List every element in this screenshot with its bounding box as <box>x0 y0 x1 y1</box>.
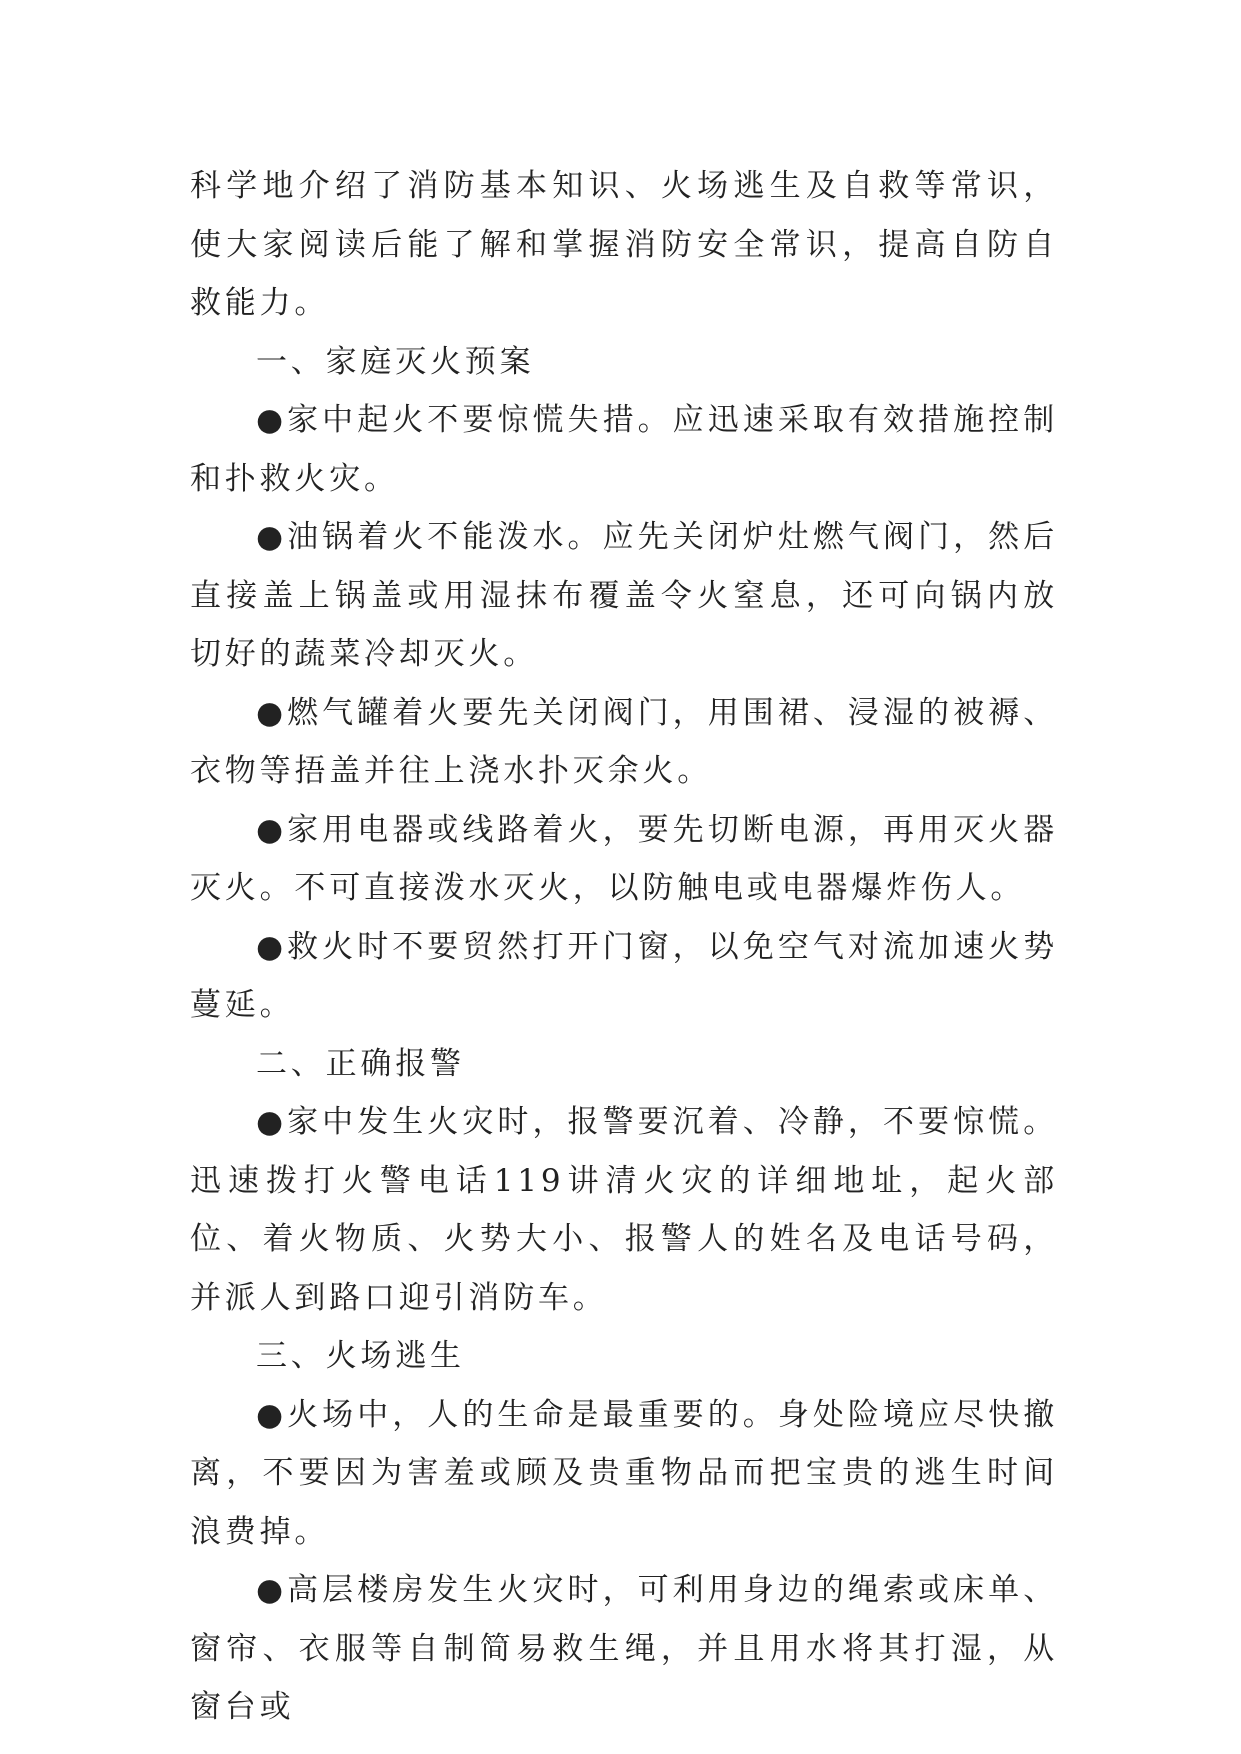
bullet-paragraph: ●高层楼房发生火灾时，可利用身边的绳索或床单、窗帘、衣服等自制简易救生绳，并且用水将其打湿，从窗台或 <box>190 1572 1058 1725</box>
bullet-paragraph: ●救火时不要贸然打开门窗，以免空气对流加速火势蔓延。 <box>190 928 1058 1023</box>
section-heading-correct-alarm: 二、正确报警 <box>256 1045 465 1082</box>
bullet-paragraph: ●家中起火不要惊慌失措。应迅速采取有效措施控制和扑救火灾。 <box>190 402 1058 497</box>
document-body <box>190 157 1058 1737</box>
bullet-paragraph: ●家中发生火灾时，报警要沉着、冷静，不要惊慌。迅速拨打火警电话119讲清火灾的详细地址，起火部位、着火物质、火势大小、报警人的姓名及电话号码，并派人到路口迎引消防车。 <box>190 1104 1058 1316</box>
section-heading-fire-escape: 三、火场逃生 <box>256 1338 465 1374</box>
paragraph-intro: 科学地介绍了消防基本知识、火场逃生及自救等常识，使大家阅读后能了解和掌握消防安全常识，提高自防自救能力。 <box>190 168 1058 321</box>
bullet-paragraph: ●家用电器或线路着火，要先切断电源，再用灭火器灭火。不可直接泼水灭火，以防触电或电器爆炸伤人。 <box>190 811 1058 906</box>
bullet-paragraph: ●燃气罐着火要先关闭阀门，用围裙、浸湿的被褥、衣物等捂盖并往上浇水扑灭余火。 <box>190 694 1058 789</box>
bullet-paragraph: ●火场中，人的生命是最重要的。身处险境应尽快撤离，不要因为害羞或顾及贵重物品而把宝贵的逃生时间浪费掉。 <box>190 1396 1058 1550</box>
section-heading-home-fire-plan: 一、家庭灭火预案 <box>256 343 535 380</box>
bullet-paragraph: ●油锅着火不能泼水。应先关闭炉灶燃气阀门，然后直接盖上锅盖或用湿抹布覆盖令火窒息，还可向锅内放切好的蔬菜冷却灭火。 <box>190 519 1058 672</box>
